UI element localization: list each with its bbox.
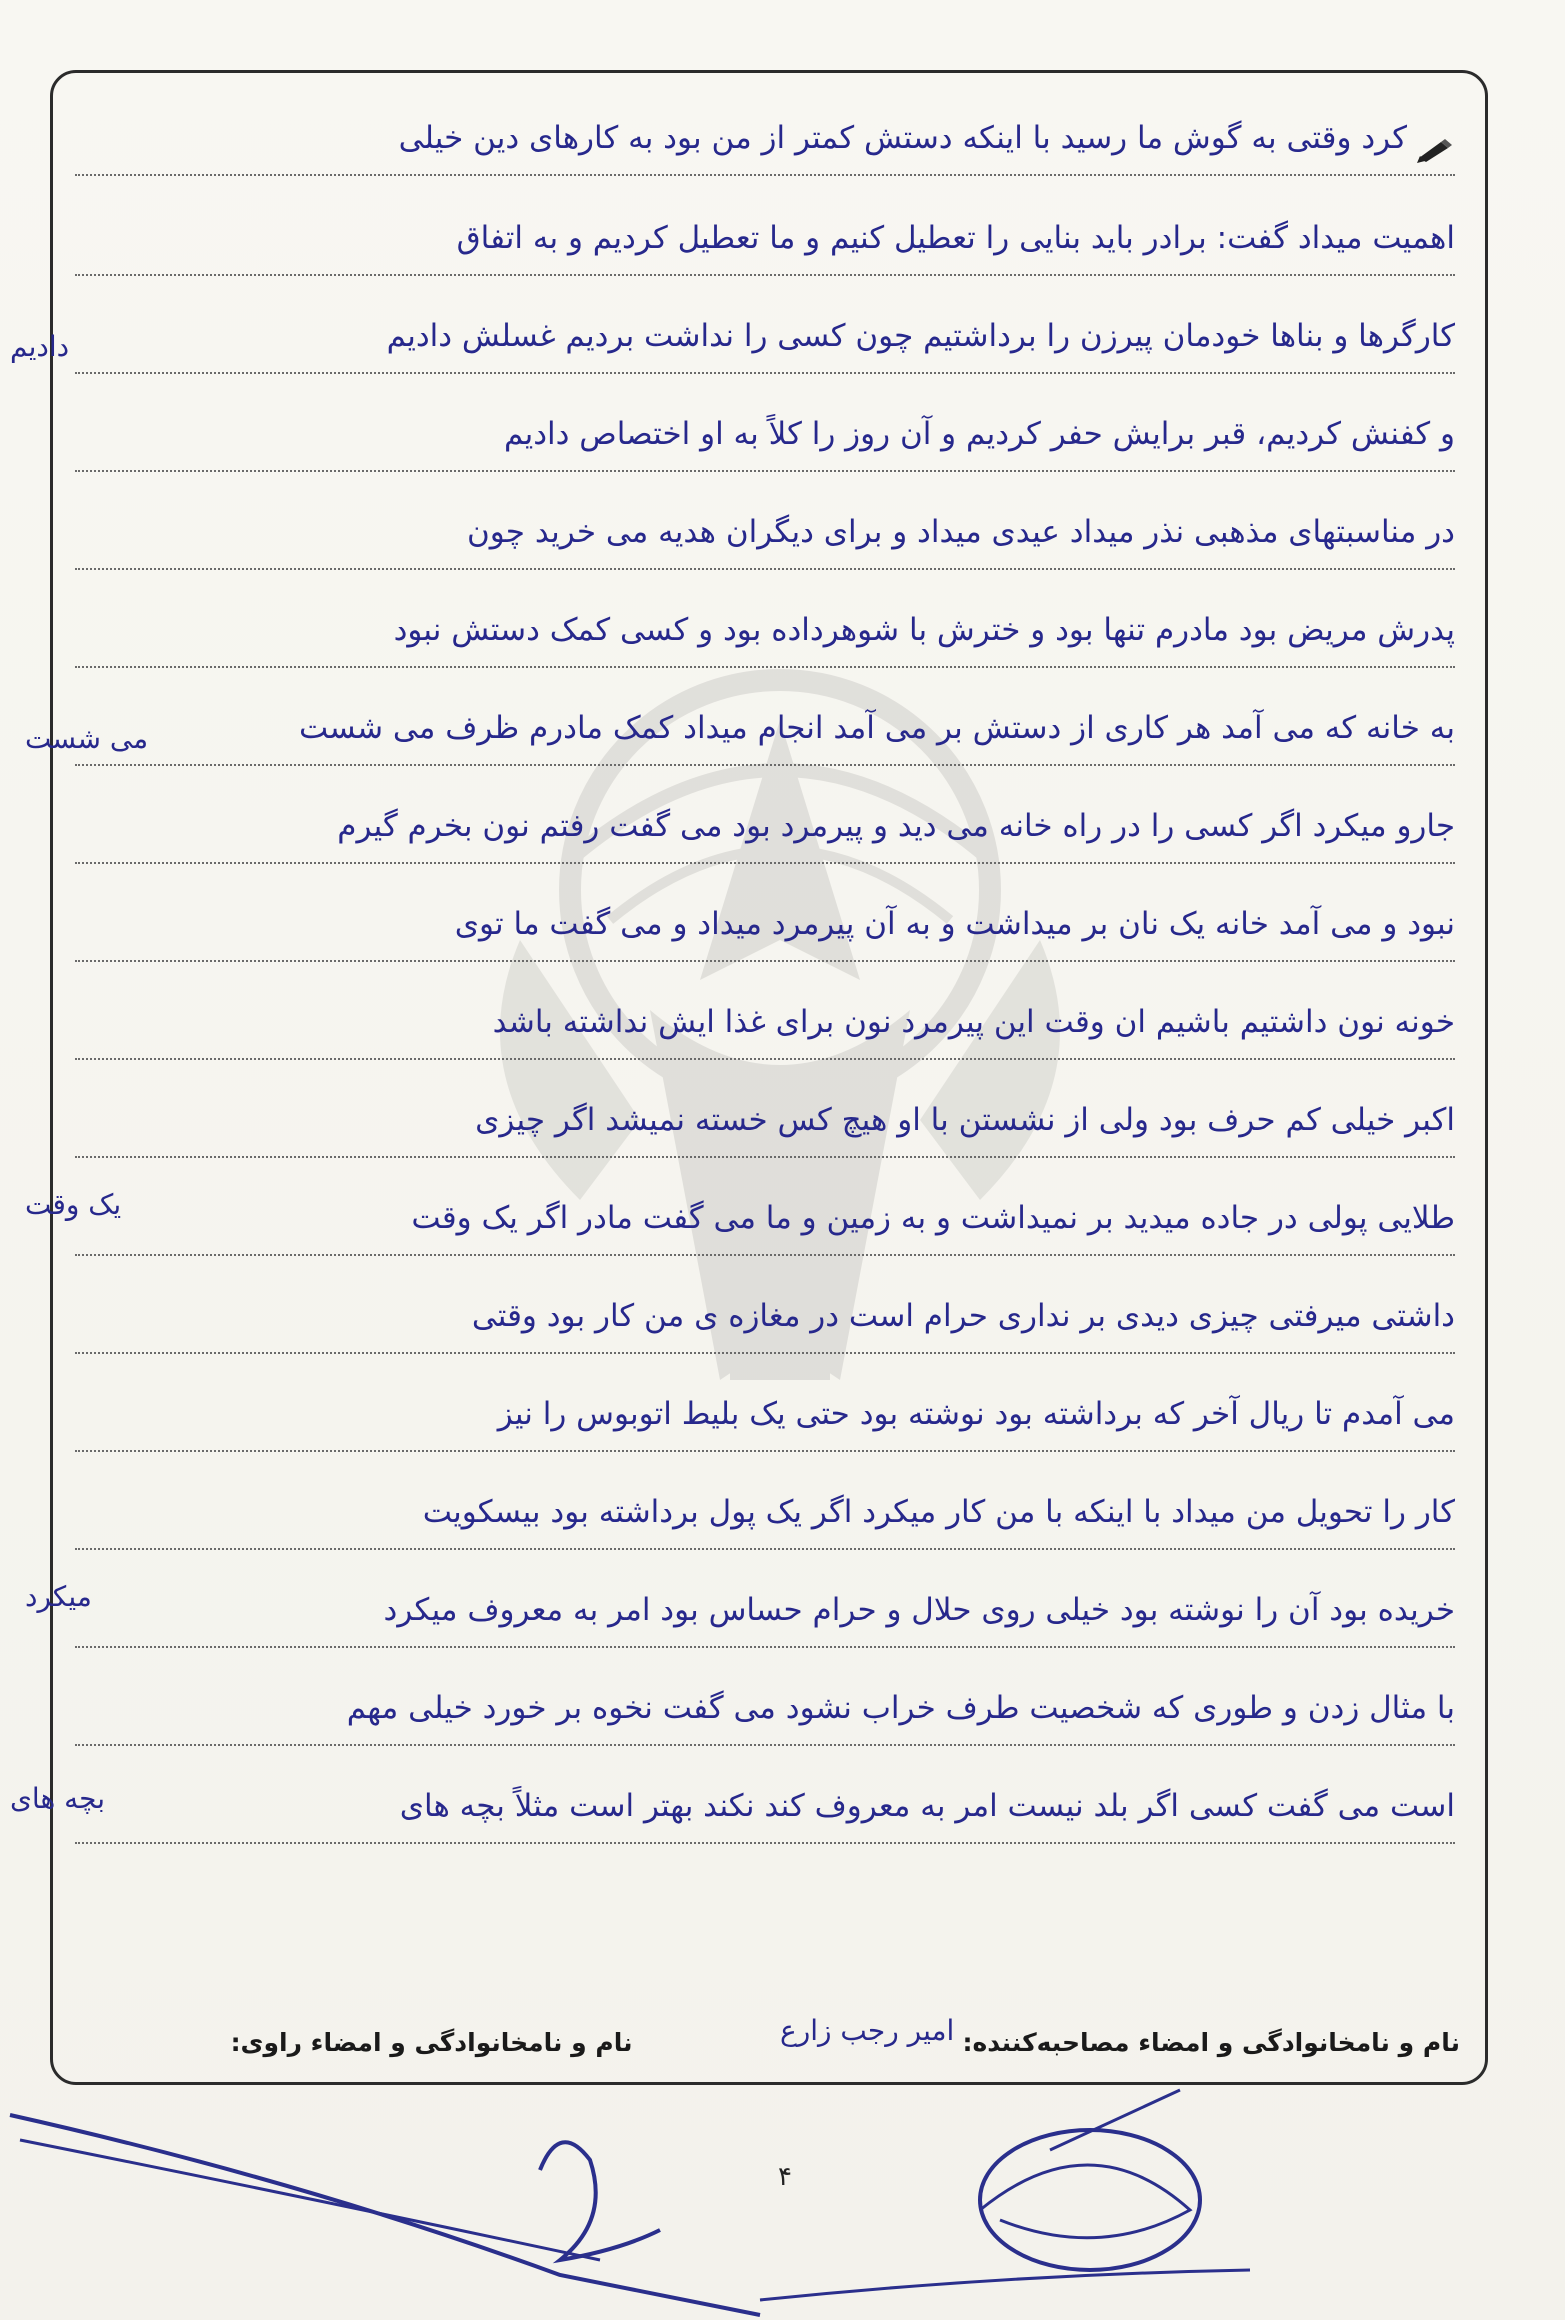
text-line-17: با مثال زدن و طوری که شخصیت طرف خراب نشود می گفت نخوه بر خورد خیلی مهم <box>75 1680 1455 1746</box>
handwritten-text-block <box>55 90 1475 2040</box>
text-line-1: کرد وقتی به گوش ما رسید با اینکه دستش کمتر از من بود به کارهای دین خیلی <box>75 110 1455 176</box>
page-number: ۴ <box>778 2162 792 2192</box>
text-line-5: در مناسبتهای مذهبی نذر میداد عیدی میداد و برای دیگران هدیه می خرید چون <box>75 504 1455 570</box>
text-line-14: می آمدم تا ریال آخر که برداشته بود نوشته بود حتی یک بلیط اتوبوس را نیز <box>75 1386 1455 1452</box>
text-line-16: خریده بود آن را نوشته بود خیلی روی حلال و حرام حساس بود امر به معروف میکرد <box>75 1582 1455 1648</box>
interviewer-label: نام و نامخانوادگی و امضاء مصاحبه‌کننده: <box>962 2028 1460 2057</box>
margin-note-2: می شست <box>25 722 149 755</box>
signature-labels-row <box>60 2028 1460 2057</box>
margin-note-1: دادیم <box>10 330 70 363</box>
text-line-6: پدرش مریض بود مادرم تنها بود و خترش با شوهرداده بود و کسی کمک دستش نبود <box>75 602 1455 668</box>
margin-note-4: میکرد <box>25 1580 92 1613</box>
text-line-3: کارگرها و بناها خودمان پیرزن را برداشتیم چون کسی را نداشت بردیم غسلش دادیم <box>75 308 1455 374</box>
text-line-13: داشتی میرفتی چیزی دیدی بر نداری حرام است در مغازه ی من کار بود وقتی <box>75 1288 1455 1354</box>
interviewer-name: امیر رجب زارع <box>780 2014 955 2047</box>
margin-note-3: یک وقت <box>25 1188 122 1221</box>
text-line-12: طلایی پولی در جاده میدید بر نمیداشت و به زمین و ما می گفت مادر اگر یک وقت <box>75 1190 1455 1256</box>
text-line-4: و کفنش کردیم، قبر برایش حفر کردیم و آن روز را کلاً به او اختصاص دادیم <box>75 406 1455 472</box>
margin-note-5: بچه های <box>10 1782 105 1815</box>
text-line-2: اهمیت میداد گفت: برادر باید بنایی را تعطیل کنیم و ما تعطیل کردیم و به اتفاق <box>75 210 1455 276</box>
narrator-label: نام و نامخانوادگی و امضاء راوی: <box>230 2028 633 2057</box>
text-line-8: جارو میکرد اگر کسی را در راه خانه می دید و پیرمرد بود می گفت رفتم نون بخرم گیرم <box>75 798 1455 864</box>
pen-icon <box>1415 126 1455 154</box>
text-line-18: است می گفت کسی اگر بلد نیست امر به معروف کند نکند بهتر است مثلاً بچه های <box>75 1778 1455 1844</box>
text-line-9: نبود و می آمد خانه یک نان بر میداشت و به آن پیرمرد میداد و می گفت ما توی <box>75 896 1455 962</box>
text-line-10: خونه نون داشتیم باشیم ان وقت این پیرمرد نون برای غذا ایش نداشته باشد <box>75 994 1455 1060</box>
text-line-11: اکبر خیلی کم حرف بود ولی از نشستن با او هیچ کس خسته نمیشد اگر چیزی <box>75 1092 1455 1158</box>
text-line-7: به خانه که می آمد هر کاری از دستش بر می آمد انجام میداد کمک مادرم ظرف می شست <box>75 700 1455 766</box>
text-line-15: کار را تحویل من میداد با اینکه با من کار میکرد اگر یک پول برداشته بود بیسکویت <box>75 1484 1455 1550</box>
